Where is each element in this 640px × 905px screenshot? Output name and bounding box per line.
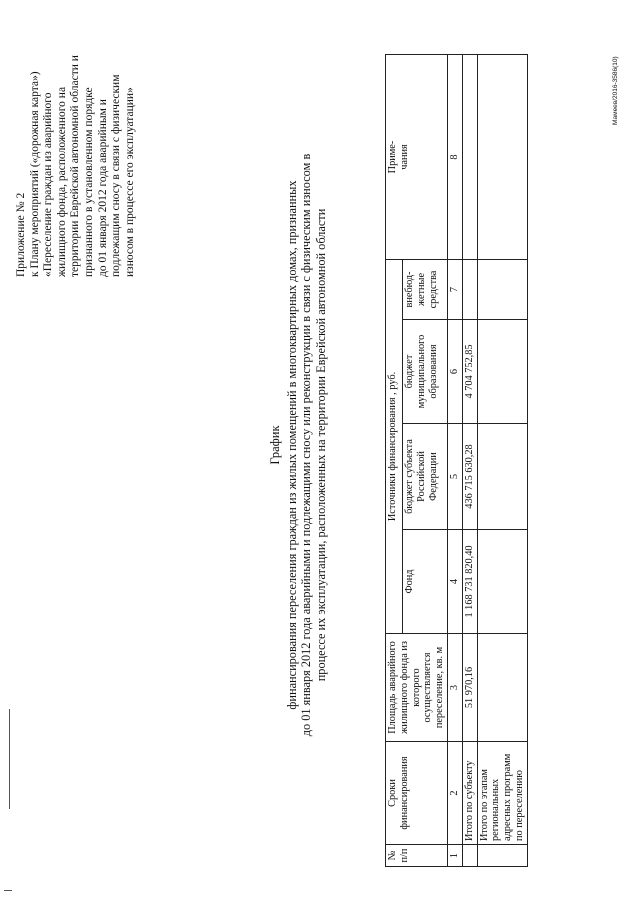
header-extra-budget: внебюд- жетные средства [403,260,448,320]
table-row [462,55,477,867]
total-extra-budget [462,260,477,320]
stage-num-cell [477,845,527,867]
footer-code: Мамеев/2016-3586(10) [612,56,619,125]
total-area: 51 970,16 [462,634,477,742]
appendix-line: «Переселение граждан из аварийного [42,92,55,277]
column-number: 8 [447,55,462,260]
total-num-cell [462,845,477,867]
column-number: 6 [447,320,462,424]
header-sources: Источники финансирования , руб. [386,260,403,634]
stage-label: Итого по этапам региональных адресных программ по переселению [477,742,527,845]
appendix-line: территории Еврейской автономной области и [69,55,82,277]
header-municipal-budget: бюджет муниципального образования [403,320,448,424]
stage-municipal-budget [477,320,527,424]
total-label: Итого по субъекту [462,742,477,845]
stage-extra-budget [477,260,527,320]
header-fund: Фонд [403,530,448,634]
appendix-line: подлежащим сносу в связи с физическим [110,74,123,277]
appendix-line: износом в процессе его эксплуатации» [123,87,136,277]
crop-mark-left [4,890,12,891]
header-num: № п/п [386,845,448,867]
column-number-row [447,55,462,867]
appendix-line: признанного в установленном порядке [82,87,95,277]
title-heading: График [268,425,282,465]
stage-area [477,634,527,742]
title-line: процессе их эксплуатации, расположенных на территории Еврейской автономной области [313,208,328,682]
stage-notes [477,55,527,260]
total-notes [462,55,477,260]
header-area: Площадь аварийного жилищного фонда из которого осуществляется переселение, кв. м [386,634,448,742]
title-line: до 01 января 2012 года аварийными и подлежащими сносу или реконструкции в связи с физическим износом в [299,153,314,737]
appendix-note [15,34,137,277]
column-number: 7 [447,260,462,320]
column-number: 5 [447,424,462,530]
appendix-line: Приложение № 2 [15,192,27,277]
appendix-line: до 01 января 2012 года аварийным и [96,99,109,277]
column-number: 3 [447,634,462,742]
stage-subject-budget [477,424,527,530]
table-header-row [386,55,403,867]
column-number: 2 [447,742,462,845]
column-number: 4 [447,530,462,634]
document-title [268,45,328,845]
total-fund: 1 168 731 820,40 [462,530,477,634]
column-number: 1 [447,845,462,867]
crop-mark-top [9,709,10,809]
header-period: Сроки финансирования [386,742,448,845]
appendix-line: жилищного фонда, расположенного на [55,86,68,277]
title-line: финансирования переселения граждан из жилых помещений в многоквартирных домах, признанных [284,180,299,710]
total-municipal-budget: 4 704 752,85 [462,320,477,424]
financing-table [385,54,528,867]
header-notes: Приме- чания [386,55,448,260]
table-row [477,55,527,867]
header-subject-budget: бюджет субъекта Российской Федерации [403,424,448,530]
stage-fund [477,530,527,634]
total-subject-budget: 436 715 630,28 [462,424,477,530]
appendix-line: к Плану мероприятий («дорожная карта») [28,71,41,277]
